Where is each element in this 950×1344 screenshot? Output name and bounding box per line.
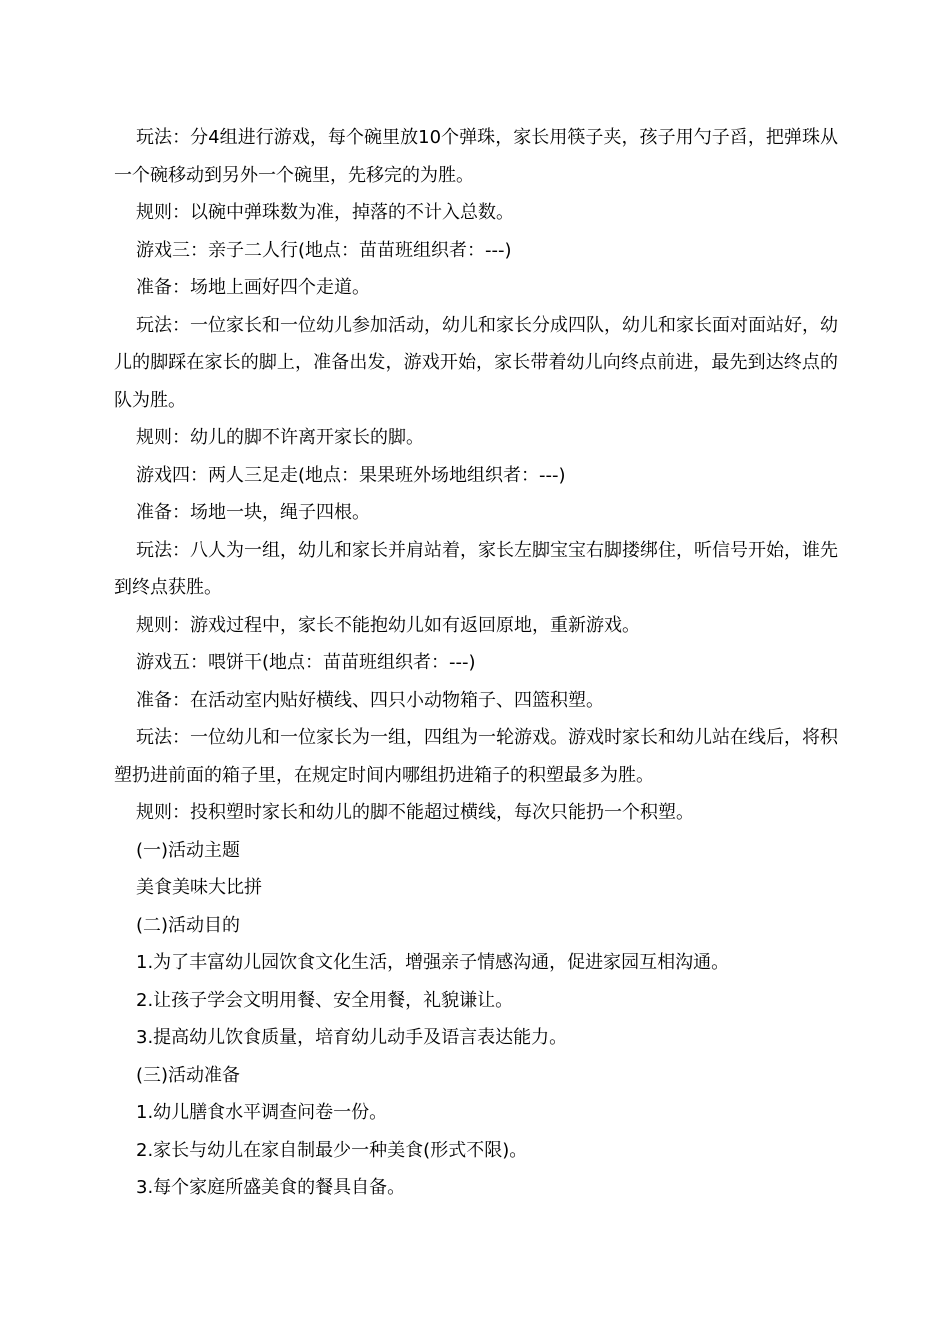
paragraph-game3-title: 游戏三：亲子二人行(地点：苗苗班组织者：---)	[136, 239, 512, 261]
list-item-purpose-2: 2.让孩子学会文明用餐、安全用餐，礼貌谦让。	[136, 989, 514, 1011]
paragraph-game2-play: 玩法：分4组进行游戏，每个碗里放10个弹珠，家长用筷子夹，孩子用勺子舀，把弹珠从一个碗移动到另外一个碗里，先移完的为胜。	[114, 127, 838, 186]
paragraph-game2-rule: 规则：以碗中弹珠数为准，掉落的不计入总数。	[136, 202, 514, 223]
paragraph-theme: 美食美味大比拼	[136, 877, 262, 898]
paragraph-game3-prep: 准备：场地上画好四个走道。	[136, 277, 370, 298]
section-heading-theme: (一)活动主题	[136, 839, 241, 861]
paragraph-game5-prep: 准备：在活动室内贴好横线、四只小动物箱子、四篮积塑。	[136, 689, 604, 711]
paragraph-game3-play: 玩法：一位家长和一位幼儿参加活动，幼儿和家长分成四队，幼儿和家长面对面站好，幼儿的脚踩在家长的脚上，准备出发，游戏开始，家长带着幼儿向终点前进，最先到达终点的队为胜。	[114, 314, 838, 411]
list-item-preparation-3: 3.每个家庭所盛美食的餐具自备。	[136, 1177, 406, 1198]
paragraph-game5-title: 游戏五：喂饼干(地点：苗苗班组织者：---)	[136, 652, 476, 673]
paragraph-game4-rule: 规则：游戏过程中，家长不能抱幼儿如有返回原地，重新游戏。	[136, 614, 640, 636]
section-heading-purpose: (二)活动目的	[136, 914, 241, 936]
paragraph-game4-title: 游戏四：两人三足走(地点：果果班外场地组织者：---)	[136, 464, 566, 486]
paragraph-game4-play: 玩法：八人为一组，幼儿和家长并肩站着，家长左脚宝宝右脚搂绑住，听信号开始，谁先到终点获胜。	[114, 539, 838, 598]
list-item-preparation-1: 1.幼儿膳食水平调查问卷一份。	[136, 1102, 388, 1123]
paragraph-game4-prep: 准备：场地一块，绳子四根。	[136, 502, 370, 523]
paragraph-game5-rule: 规则：投积塑时家长和幼儿的脚不能超过横线，每次只能扔一个积塑。	[136, 802, 694, 823]
paragraph-game3-rule: 规则：幼儿的脚不许离开家长的脚。	[136, 427, 424, 448]
list-item-preparation-2: 2.家长与幼儿在家自制最少一种美食(形式不限)。	[136, 1139, 528, 1161]
list-item-purpose-1: 1.为了丰富幼儿园饮食文化生活，增强亲子情感沟通，促进家园互相沟通。	[136, 952, 730, 973]
list-item-purpose-3: 3.提高幼儿饮食质量，培育幼儿动手及语言表达能力。	[136, 1027, 568, 1048]
section-heading-preparation: (三)活动准备	[136, 1064, 241, 1086]
paragraph-game5-play: 玩法：一位幼儿和一位家长为一组，四组为一轮游戏。游戏时家长和幼儿站在线后，将积塑扔进前面的箱子里，在规定时间内哪组扔进箱子的积塑最多为胜。	[114, 727, 838, 786]
document-body	[114, 119, 838, 1207]
